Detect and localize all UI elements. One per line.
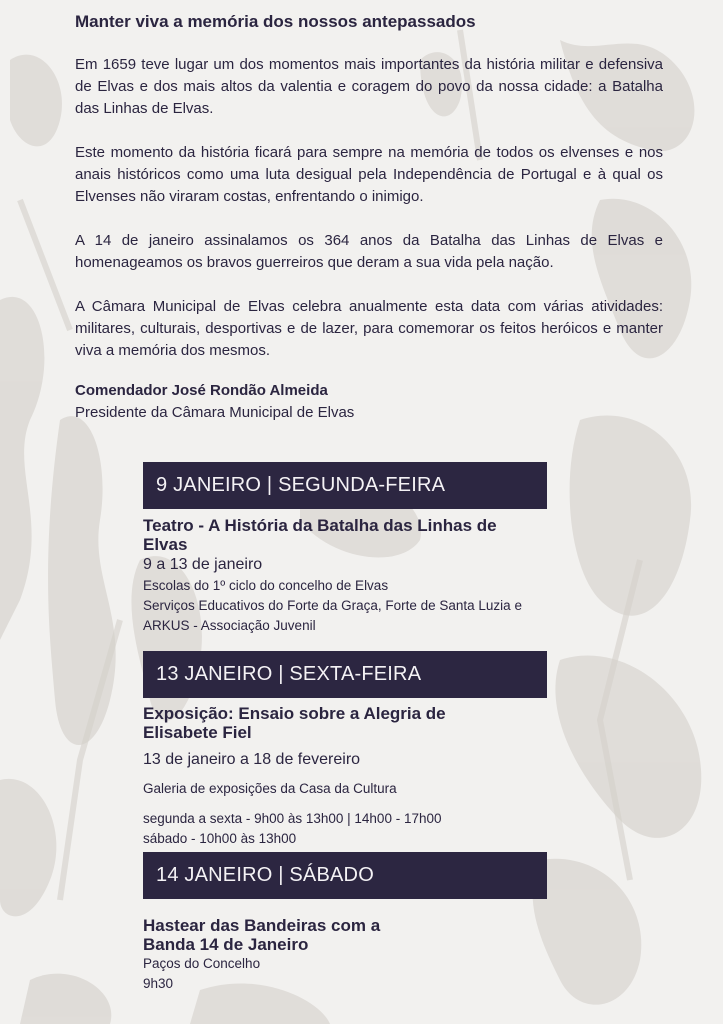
event-title: Exposição: Ensaio sobre a Alegria de Elisabete Fiel <box>143 704 446 742</box>
event-title: Hastear das Bandeiras com a Banda 14 de Janeiro <box>143 916 381 954</box>
event-date: 13 de janeiro a 18 de fevereiro <box>143 751 361 768</box>
event-detail: Paços do Concelho <box>143 956 261 971</box>
intro-paragraph: Este momento da história ficará para sempre na memória de todos os elvenses e nos anais históricos como uma luta desigual pela Independência de Portugal e à qual os Elvenses não viraram costas, enfrentando o inimigo. <box>75 144 663 205</box>
day-banner-9-janeiro: 9 JANEIRO | SEGUNDA-FEIRA <box>143 462 547 509</box>
event-hastear-bandeiras <box>143 916 543 994</box>
event-detail: Serviços Educativos do Forte da Graça, Forte de Santa Luzia e ARKUS - Associação Juvenil <box>143 598 522 633</box>
event-exposicao <box>143 704 543 849</box>
intro-section <box>75 12 663 424</box>
event-date: 9 a 13 de janeiro <box>143 556 263 573</box>
intro-heading: Manter viva a memória dos nossos antepassados <box>75 12 476 31</box>
day-banner-14-janeiro: 14 JANEIRO | SÁBADO <box>143 852 547 899</box>
day-banner-13-janeiro: 13 JANEIRO | SEXTA-FEIRA <box>143 651 547 698</box>
event-detail: Galeria de exposições da Casa da Cultura <box>143 781 397 796</box>
event-detail: segunda a sexta - 9h00 às 13h00 | 14h00 - 17h00 <box>143 811 442 826</box>
signer-role: Presidente da Câmara Municipal de Elvas <box>75 404 355 421</box>
signer-name: Comendador José Rondão Almeida <box>75 382 328 399</box>
event-detail: 9h30 <box>143 976 174 991</box>
event-title: Teatro - A História da Batalha das Linhas de Elvas <box>143 516 497 554</box>
intro-paragraph: A 14 de janeiro assinalamos os 364 anos da Batalha das Linhas de Elvas e homenageamos os bravos guerreiros que deram a sua vida pela nação. <box>75 232 663 271</box>
event-teatro <box>143 516 543 636</box>
event-detail: sábado - 10h00 às 13h00 <box>143 831 297 846</box>
intro-paragraph: A Câmara Municipal de Elvas celebra anualmente esta data com várias atividades: militares, culturais, desportivas e de lazer, para comemorar os feitos heróicos e manter viva a memória dos mesmos. <box>75 298 663 359</box>
event-detail: Escolas do 1º ciclo do concelho de Elvas <box>143 578 389 593</box>
intro-paragraph: Em 1659 teve lugar um dos momentos mais importantes da história militar e defensiva de Elvas e dos mais altos da valentia e coragem do povo da nossa cidade: a Batalha das Linhas de Elvas. <box>75 56 663 117</box>
